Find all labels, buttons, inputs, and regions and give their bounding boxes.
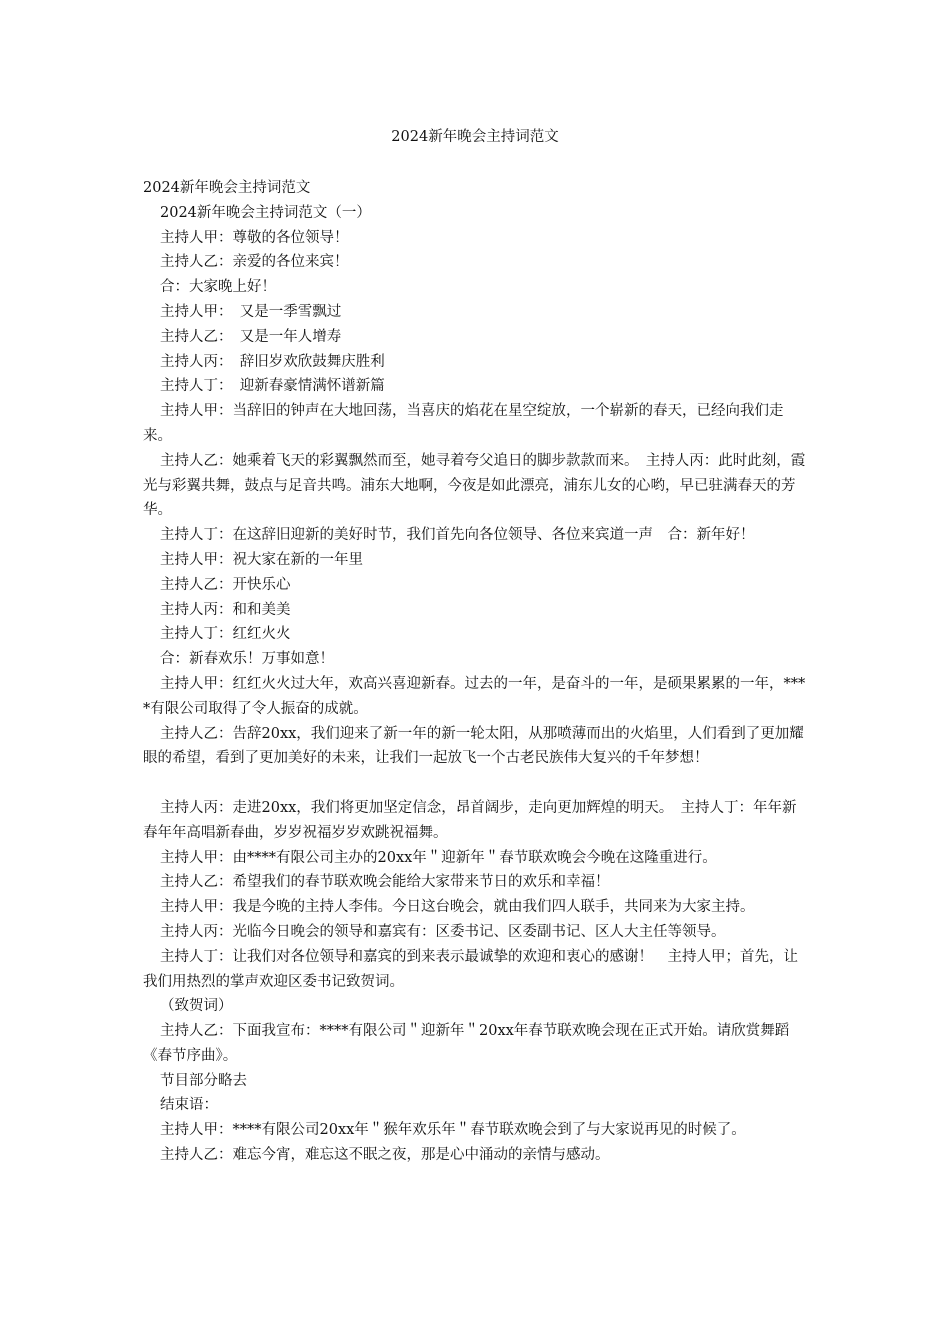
paragraph: 主持人甲：****有限公司20xx年＂猴年欢乐年＂春节联欢晚会到了与大家说再见的时候了。: [160, 1122, 746, 1139]
paragraph: 主持人甲： 又是一季雪飘过: [160, 303, 342, 320]
paragraph: （致贺词）: [160, 998, 233, 1015]
document-title: 2024新年晚会主持词范文: [391, 129, 559, 145]
paragraph: 结束语：: [160, 1097, 218, 1114]
paragraph: 主持人乙：希望我们的春节联欢晚会能给大家带来节日的欢乐和幸福！: [160, 874, 610, 891]
paragraph: 主持人丙：和和美美: [160, 601, 291, 618]
paragraph: 主持人甲：祝大家在新的一年里: [160, 551, 363, 568]
paragraph: 合：新春欢乐！万事如意！: [160, 651, 334, 668]
document-body: [143, 176, 807, 1168]
paragraph: 主持人乙：开快乐心: [160, 576, 291, 593]
paragraph: 主持人乙：下面我宣布：****有限公司＂迎新年＂20xx年春节联欢晚会现在正式开始。请欣赏舞蹈《春节序曲》。: [143, 1023, 790, 1064]
paragraph: 主持人乙：她乘着飞天的彩翼飘然而至，她寻着夸父追日的脚步款款而来。 主持人丙：此时此刻，霞光与彩翼共舞，鼓点与足音共鸣。浦东大地啊，今夜是如此漂亮，浦东儿女的心哟，早已驻满春天的芳华。: [143, 452, 806, 519]
paragraph: 主持人丁：让我们对各位领导和嘉宾的到来表示最诚挚的欢迎和衷心的感谢！ 主持人甲；首先，让我们用热烈的掌声欢迎区委书记致贺词。: [143, 948, 798, 990]
paragraph: 主持人丙：走进20xx，我们将更加坚定信念，昂首阔步，走向更加辉煌的明天。 主持人丁：年年新春年年高唱新春曲，岁岁祝福岁岁欢跳祝福舞。: [143, 799, 797, 841]
paragraph: 主持人甲：由****有限公司主办的20xx年＂迎新年＂春节联欢晚会今晚在这隆重进行。: [160, 849, 717, 866]
paragraph: 主持人乙：难忘今宵，难忘这不眠之夜，那是心中涌动的亲情与感动。: [160, 1147, 610, 1164]
paragraph: 2024新年晚会主持词范文（一）: [160, 204, 371, 221]
paragraph: 主持人甲：当辞旧的钟声在大地回荡，当喜庆的焰花在星空绽放，一个崭新的春天，已经向我们走来。: [143, 403, 784, 444]
paragraph: 合：大家晚上好！: [160, 279, 276, 296]
blank-line: [143, 771, 807, 796]
paragraph: 主持人甲：我是今晚的主持人李伟。今日这台晚会，就由我们四人联手，共同来为大家主持。: [160, 899, 755, 916]
paragraph: 主持人乙：告辞20xx，我们迎来了新一年的新一轮太阳，从那喷薄而出的火焰里，人们看到了更加耀眼的希望，看到了更加美好的未来，让我们一起放飞一个古老民族伟大复兴的千年梦想！: [143, 725, 804, 767]
paragraph: 主持人丙： 辞旧岁欢欣鼓舞庆胜利: [160, 353, 385, 370]
paragraph: 主持人丁：在这辞旧迎新的美好时节，我们首先向各位领导、各位来宾道一声 合：新年好！: [160, 527, 755, 544]
document-heading: 2024新年晚会主持词范文: [143, 180, 311, 196]
paragraph: 主持人丁：红红火火: [160, 626, 291, 643]
paragraph: 主持人甲：红红火火过大年，欢高兴喜迎新春。过去的一年，是奋斗的一年，是硕果累累的一年，****有限公司取得了令人振奋的成就。: [143, 675, 806, 717]
paragraph: 主持人乙：亲爱的各位来宾！: [160, 254, 349, 271]
paragraph: 主持人乙： 又是一年人增寿: [160, 328, 342, 345]
paragraph: 节目部分略去: [160, 1072, 247, 1089]
paragraph: 主持人丙：光临今日晚会的领导和嘉宾有：区委书记、区委副书记、区人大主任等领导。: [160, 923, 726, 940]
paragraph: 主持人丁： 迎新春豪情满怀谱新篇: [160, 378, 385, 395]
paragraph: 主持人甲：尊敬的各位领导！: [160, 229, 349, 246]
